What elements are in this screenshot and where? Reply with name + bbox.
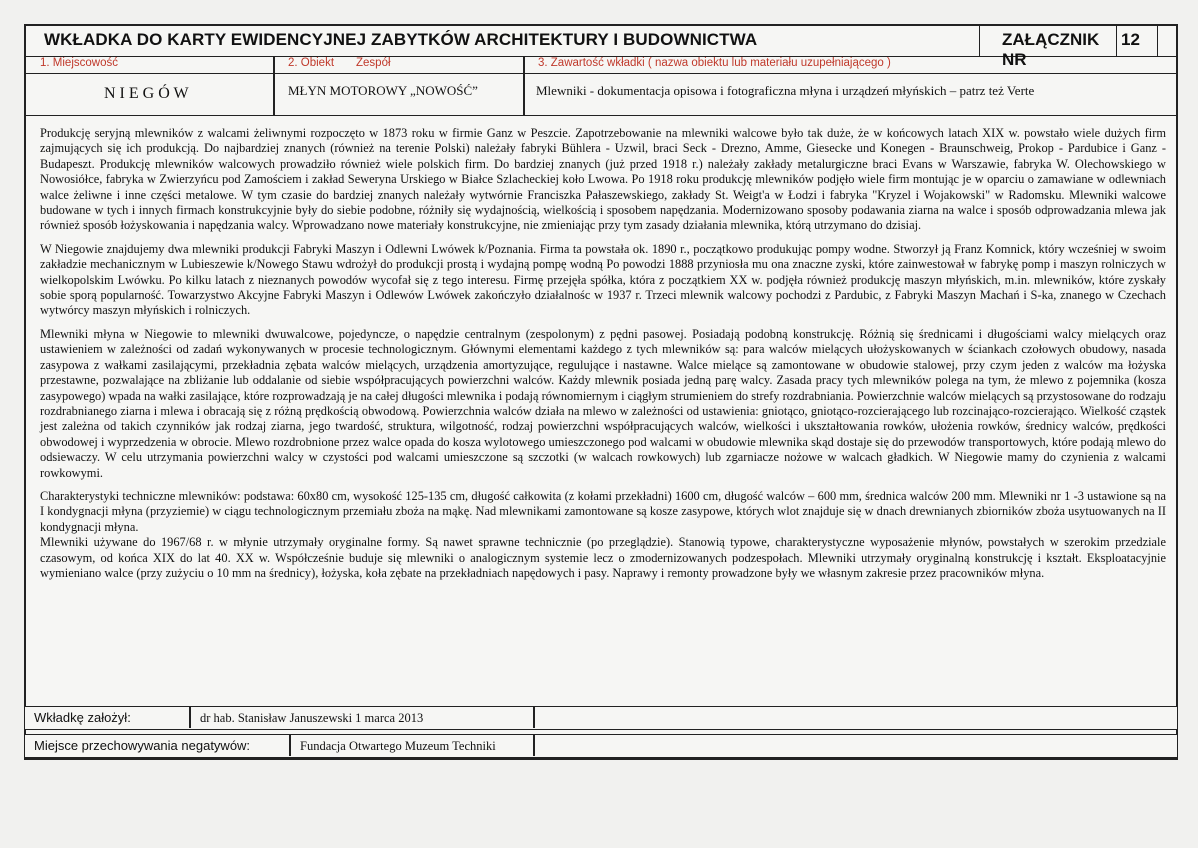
storage-divider [289, 735, 291, 756]
author-label: Wkładkę założył: [34, 710, 131, 725]
record-card [24, 24, 1178, 760]
attachment-number-cell [1116, 26, 1158, 56]
attachment-label-cell [979, 26, 1117, 69]
field-values-row [26, 73, 1176, 116]
paragraph-condition: Mlewniki używane do 1967/68 r. w młynie utrzymały oryginalne formy. Są nawet sprawne technicznie (po przeglądzie). Stanowią typowe, charakterystyczne wyposażenie młynów, powstałych w szerokim przedziale czasowym, od końca XIX do lat 40. XX w. Współcześnie buduje się mlewniki o analogicznym systemie lecz o zmodernizowanych podzespołach. Mlewniki utrzymały oryginalną konstrukcję i kształt. Eksploatacyjnie wymieniano walce (przy zużyciu o 10 mm na średnicy), łożyska, koła zębate na przekładniach napędowych i pasy. Naprawy i remonty prowadzone były we własnym zakresie przez pracowników młyna. [40, 535, 1166, 580]
paragraph-manufacturers: W Niegowie znajdujemy dwa mlewniki produkcji Fabryki Maszyn i Odlewni Lwówek k/Poznania. Firma ta powstała ok. 1890 r., początkowo produkując pompy wodne. Stworzył ją Franz Komnick, który wcześniej w swoim zakładzie mechanicznym w Lubieszewie k/Nowego Stawu wdrożył do produkcji prostą i wydajną pompę wodną Po powodzi 1888 przyniosła mu ona znaczne zyski, które zainwestował w fabrykę pomp i maszyn rolniczych w wielkopolskim Lwówku. Po kilku latach z nieznanych powodów wycofał się z tego interesu. Firmę przejęła spółka, która z początkiem XX w. podjęła również produkcję maszyn młyńskich, m.in. mlewników, które zyskały sobie sporą popularność. Towarzystwo Akcyjne Fabryki Maszyn i Odlewów Lwówek zakończyło działalnośc w 1937 r. Trzeci mlewnik walcowy pochodzi z Pardubic, z Fabryki Maszyn Machań i S-ka, znanego w Czechach wytwórcy maszyn młyńskich i rolniczych. [40, 241, 1166, 318]
storage-row [24, 734, 1178, 758]
locality-label: 1. Miejscowość [40, 57, 118, 69]
storage-label: Miejsce przechowywania negatywów: [34, 738, 251, 753]
object-value: MŁYN MOTOROWY „NOWOŚĆ” [288, 83, 478, 98]
contents-label: 3. Zawartość wkładki ( nazwa obiektu lub materiału uzupełniającego ) [538, 57, 891, 69]
paragraph-history: Produkcję seryjną mlewników z walcami żeliwnymi rozpoczęto w 1873 roku w firmie Ganz w Peszcie. Zapotrzebowanie na mlewniki walcowe było tak duże, że w końcowych latach XIX w. powstało wiele dużych firm zajmujących się ich produkcją. Do najbardziej znanych (również na terenie Polski) należały fabryki Bühlera - Uzwil, braci Seck - Drezno, Amme, Giesecke und Konegen - Braunschweig, Prokop - Pardubice i Ganz - Budapeszt. Produkcję mlewników walcowych prowadziło również wiele polskich firm. Do bardziej znanych (już przed 1918 r.) należały zakłady metalurgiczne braci Evans w Warszawie, fabryka W. Olechowskiego w Nowosiółce, fabryka w Zwierzyńcu pod Zamościem i zakład Seweryna Urskiego w Białce Szlacheckiej koło Lwowa. Po 1918 roku produkcję mlewników podjęło wiele firm montując je w oparciu o zamawiane w odlewniach walce żeliwne i inne części metalowe. W tym czasie do bardziej znanych należały wytwórnie Franciszka Pałaszewskiego, zakłady St. Weigt'a w Łodzi i fabryka "Kryzel i Wojakowski" w Radomsku. Mlewniki walcowe budowane w tych i innych firmach konstrukcyjnie były do siebie podobne, różniły się wydajnością, wielkością i sposobem napędzania. Modernizowano sposoby podawania ziarna na walce i sposób odprowadzania mlewa jak również sposób łożyskowania i napędzania walcy. Wprowadzano nowe materiały konstrukcyjne, nie zmieniając przy tym zasady działania mlewnika, którą utrzymano do dzisiaj. [40, 126, 1166, 233]
storage-value: Fundacja Otwartego Muzeum Techniki [300, 739, 496, 753]
storage-divider-2 [533, 735, 535, 756]
author-value: dr hab. Stanisław Januszewski 1 marca 2013 [200, 711, 424, 725]
column-divider-2 [523, 56, 525, 115]
attachment-number: 12 [1121, 30, 1140, 49]
document-title: WKŁADKA DO KARTY EWIDENCYJNEJ ZABYTKÓW ARCHITEKTURY I BUDOWNICTWA [44, 30, 758, 49]
paragraph-construction: Mlewniki młyna w Niegowie to mlewniki dwuwalcowe, pojedyncze, o napędzie centralnym (zespolonym) z pędni pasowej. Posiadają podobną konstrukcję. Różnią się średnicami i długościami walcy mielących oraz ustawieniem w zależności od zadań wykonywanych w procesie technologicznym. Głównymi elementami każdego z tych mlewników są: para walców mielących ułożyskowanych w ściankach czołowych obudowy, nasada zasypowa z wałkami zasilającymi, przekładnia zębata walców mielących, urządzenia amortyzujące, regulujące i nastawne. Walce mielące są zamontowane w obudowie stalowej, przy czym jeden z walców ma łożyska przestawne, pozwalające na zbliżanie lub oddalanie od siebie współpracujących powierzchni walców. Każdy mlewnik posiada jedną parę walcy. Zasada pracy tych mlewników polega na tym, że mlewo z pojemnika (kosza zasypowego) wpada na wałki zasilające, które rozprowadzają je na całej długości mlewnika i podają równomiernym i ciągłym strumieniem do strefy rozdrabniania. Powierzchnie walców mielących są przystosowane do rodzaju rozdrabnianego ziarna i mlewa i obracają się z różną prędkością obwodową. Powierzchnia walców działa na mlewo w zależności od ustawienia: gniotąco, gniotąco-rozcierającego lub rozcinająco-rozcierająco. Wielkość cząstek jest zależna od takich czynników jak rodzaj ziarna, jego twardość, struktura, wilgotność, rodzaj powierzchni współpracujących walców, wielkości i ukształtowania rowków, ułożenia rowków, średnicy walców, prędkości obwodowej i wyprzedzenia w obrocie. Mlewo rozdrobnione przez walce opada do kosza wylotowego umieszczonego pod walcami w obudowie mlewnika skąd dostaje się do przewodów transportowych, które podają mlewo do odsiewaczy. W celu utrzymania powierzchni walcy w czystości pod walcami umieszczone są szczotki (w walcach rowkowych) lub zgarniacze nożowe w walcach gładkich. W Niegowie mamy do czynienia z walcami rowkowymi. [40, 326, 1166, 480]
contents-value: Mlewniki - dokumentacja opisowa i fotograficzna młyna i urządzeń młyńskich – patrz też Verte [536, 83, 1035, 98]
object-label: 2. Obiekt [288, 57, 335, 69]
attachment-label: ZAŁĄCZNIK NR [1002, 30, 1100, 69]
column-divider-1 [273, 56, 275, 115]
field-headers-row [26, 56, 1176, 74]
description-text [40, 126, 1166, 589]
author-divider-2 [533, 707, 535, 728]
locality-value: N I E G Ó W [104, 85, 189, 102]
author-divider [189, 707, 191, 728]
author-row [24, 706, 1178, 730]
object-type-label: Zespół [356, 57, 391, 69]
paragraph-specifications: Charakterystyki techniczne mlewników: podstawa: 60x80 cm, wysokość 125-135 cm, długość całkowita (z kołami przekładni) 1600 cm, długość walców – 600 mm, średnica walców 200 mm. Mlewniki nr 1 -3 ustawione są na I kondygnacji młyna (przyziemie) w ciągu technologicznym przemiału zboża na mąkę. Nad mlewnikami zamontowane są kosze zasypowe, których wlot znajduje się w dnach drewnianych zbiorników zboża usytuowanych na II kondygnacji młyna. [40, 488, 1166, 534]
